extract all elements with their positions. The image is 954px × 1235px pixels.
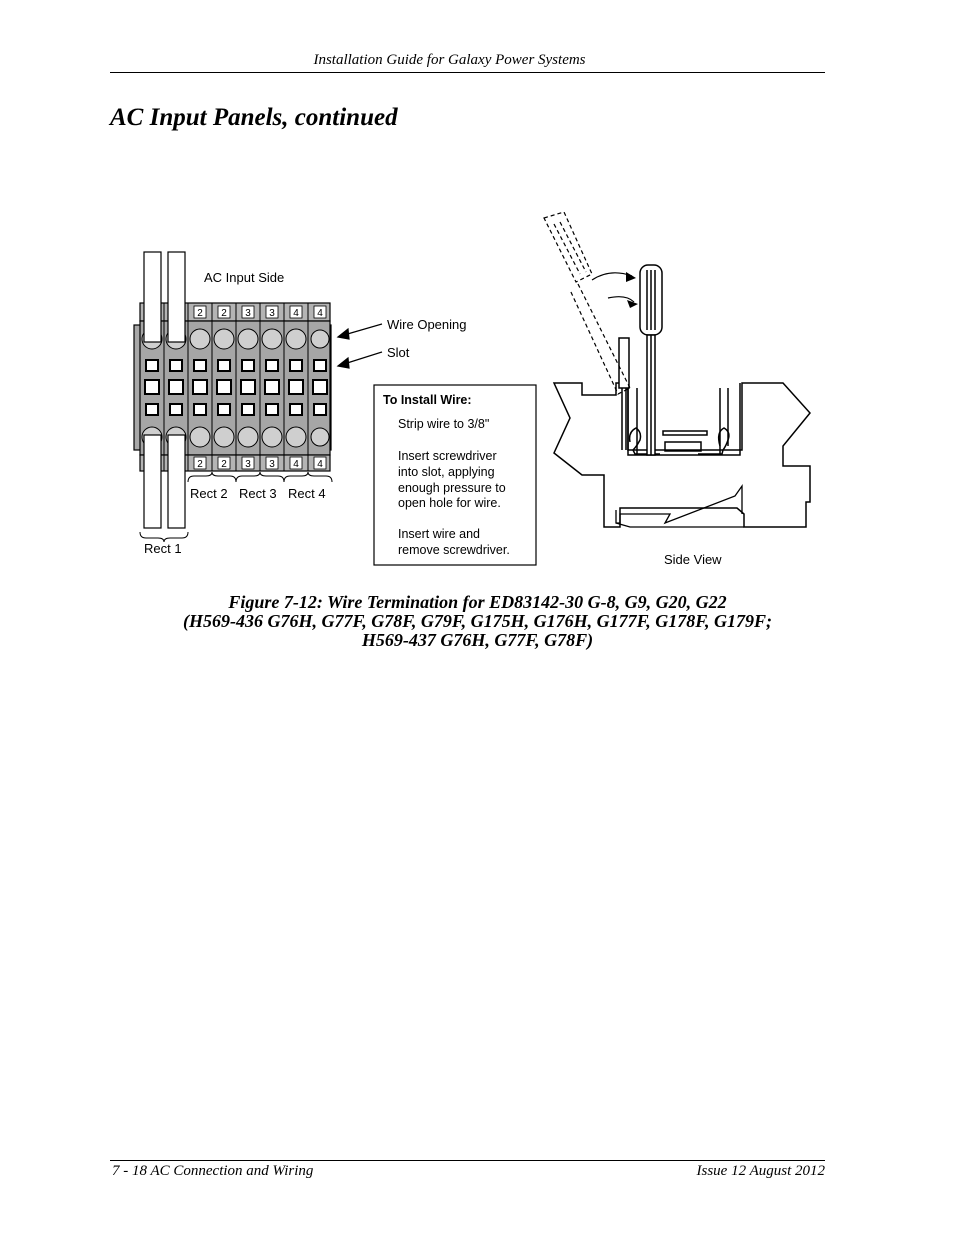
screwdriver-icon bbox=[619, 265, 662, 455]
footer-issue: Issue 12 August 2012 bbox=[696, 1163, 825, 1179]
instruction-title: To Install Wire: bbox=[383, 393, 472, 407]
side-view-label: Side View bbox=[664, 552, 722, 567]
figure-caption bbox=[110, 593, 845, 650]
pointer-arrows bbox=[338, 324, 382, 368]
instruction-box bbox=[374, 385, 536, 565]
terminal-number: 2 bbox=[197, 459, 203, 470]
rect2-label: Rect 2 bbox=[190, 486, 228, 501]
rect3-label: Rect 3 bbox=[239, 486, 277, 501]
footer-section: 7 - 18 AC Connection and Wiring bbox=[112, 1163, 314, 1179]
wire-termination-figure bbox=[130, 210, 816, 570]
terminal-number: 4 bbox=[317, 459, 323, 470]
instruction-line: Insert screwdriver bbox=[398, 449, 497, 463]
terminal-number: 2 bbox=[221, 459, 227, 470]
terminal-number: 4 bbox=[293, 308, 299, 319]
caption-line: H569-437 G76H, G77F, G78F) bbox=[361, 630, 594, 650]
page-footer bbox=[110, 1160, 825, 1179]
section-title: AC Input Panels, continued bbox=[110, 104, 398, 131]
header-title: Installation Guide for Galaxy Power Systems bbox=[313, 52, 586, 68]
terminal-number: 4 bbox=[317, 308, 323, 319]
instruction-line: into slot, applying bbox=[398, 465, 495, 479]
terminal-number: 3 bbox=[269, 308, 275, 319]
tilted-screwdriver-outline bbox=[544, 212, 630, 394]
caption-line: (H569-436 G76H, G77F, G78F, G79F, G175H, G176H, G177F, G178F, G179F; bbox=[183, 611, 772, 631]
terminal-number: 4 bbox=[293, 459, 299, 470]
instruction-line: Insert wire and bbox=[398, 527, 480, 541]
terminal-number: 3 bbox=[245, 308, 251, 319]
instruction-line: Strip wire to 3/8" bbox=[398, 417, 490, 431]
terminal-number: 2 bbox=[197, 308, 203, 319]
side-view-drawing bbox=[554, 383, 810, 527]
ac-input-side-label: AC Input Side bbox=[204, 270, 285, 285]
slot-label: Slot bbox=[387, 345, 410, 360]
instruction-line: remove screwdriver. bbox=[398, 543, 510, 557]
caption-line: Figure 7-12: Wire Termination for ED83142-30 G-8, G9, G20, G22 bbox=[228, 592, 727, 612]
terminal-number: 3 bbox=[269, 459, 275, 470]
rect1-label: Rect 1 bbox=[144, 541, 182, 556]
terminal-number: 2 bbox=[221, 308, 227, 319]
wire-opening-label: Wire Opening bbox=[387, 317, 467, 332]
instruction-line: enough pressure to bbox=[398, 481, 506, 495]
terminal-number: 3 bbox=[245, 459, 251, 470]
rect4-label: Rect 4 bbox=[288, 486, 326, 501]
page-header bbox=[110, 52, 825, 73]
instruction-line: open hole for wire. bbox=[398, 496, 501, 510]
